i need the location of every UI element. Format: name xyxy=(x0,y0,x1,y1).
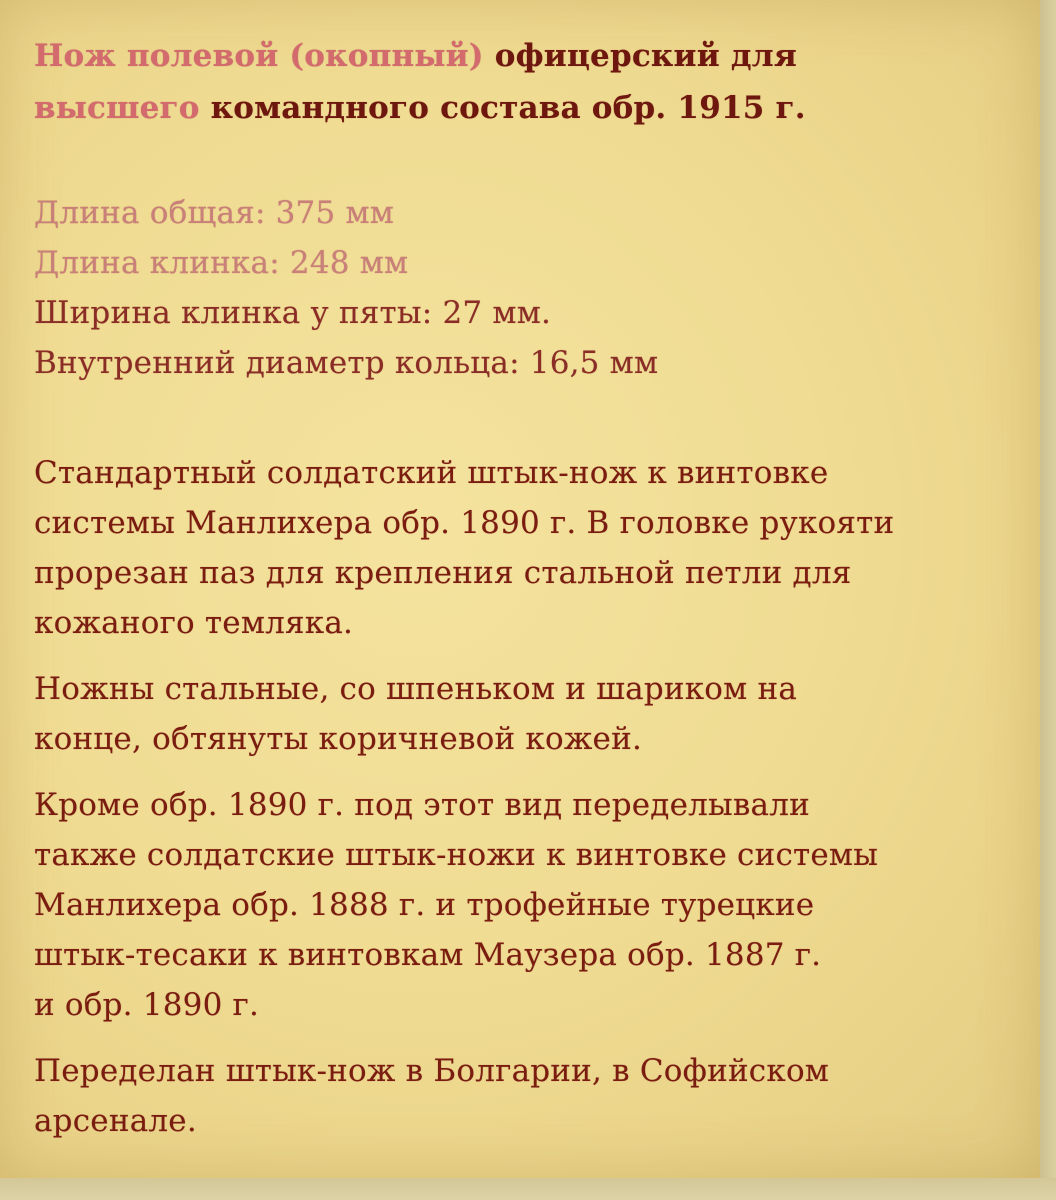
spec-blade-length: Длина клинка: 248 мм xyxy=(34,245,409,281)
paragraph-line: Переделан штык-нож в Болгарии, в Софийском xyxy=(34,1053,830,1089)
wall-edge-right xyxy=(1040,0,1056,1200)
paragraph-scabbard xyxy=(34,664,1024,764)
paragraph-description xyxy=(34,448,1024,648)
paragraph-conversions xyxy=(34,780,1024,1030)
title-line-1 xyxy=(34,30,1024,82)
paragraph-line: системы Манлихера обр. 1890 г. В головке рукояти xyxy=(34,505,895,541)
paragraph-line: прорезан паз для крепления стальной петли для xyxy=(34,555,852,591)
paragraph-line: Ножны стальные, со шпеньком и шариком на xyxy=(34,671,798,707)
title-line-2-dark: командного состава обр. 1915 г. xyxy=(199,90,806,126)
plaque-title xyxy=(34,30,1024,134)
paragraph-line: Манлихера обр. 1888 г. и трофейные турецкие xyxy=(34,887,815,923)
paragraph-line: кожаного темляка. xyxy=(34,605,354,641)
paragraph-line: Кроме обр. 1890 г. под этот вид переделывали xyxy=(34,787,810,823)
title-line-1-dark: офицерский для xyxy=(483,38,797,74)
title-line-1-faded: Нож полевой (окопный) xyxy=(34,38,484,74)
spec-ring-diameter: Внутренний диаметр кольца: 16,5 мм xyxy=(34,345,659,381)
title-line-2 xyxy=(34,82,1024,134)
paragraph-line: штык-тесаки к винтовкам Маузера обр. 1887 г. xyxy=(34,937,822,973)
title-line-2-faded: высшего xyxy=(34,90,200,126)
paragraph-line: и обр. 1890 г. xyxy=(34,987,260,1023)
paragraph-line: арсенале. xyxy=(34,1103,197,1139)
spec-blade-width: Ширина клинка у пяты: 27 мм. xyxy=(34,295,552,331)
specifications-list xyxy=(34,188,1024,388)
wall-edge-bottom xyxy=(0,1178,1056,1200)
spec-total-length: Длина общая: 375 мм xyxy=(34,195,395,231)
paragraph-line: также солдатские штык-ножи к винтовке системы xyxy=(34,837,879,873)
paragraph-origin xyxy=(34,1046,1024,1146)
plaque-text xyxy=(34,30,1024,1146)
paragraph-line: Стандартный солдатский штык-нож к винтовке xyxy=(34,455,829,491)
paragraph-line: конце, обтянуты коричневой кожей. xyxy=(34,721,642,757)
